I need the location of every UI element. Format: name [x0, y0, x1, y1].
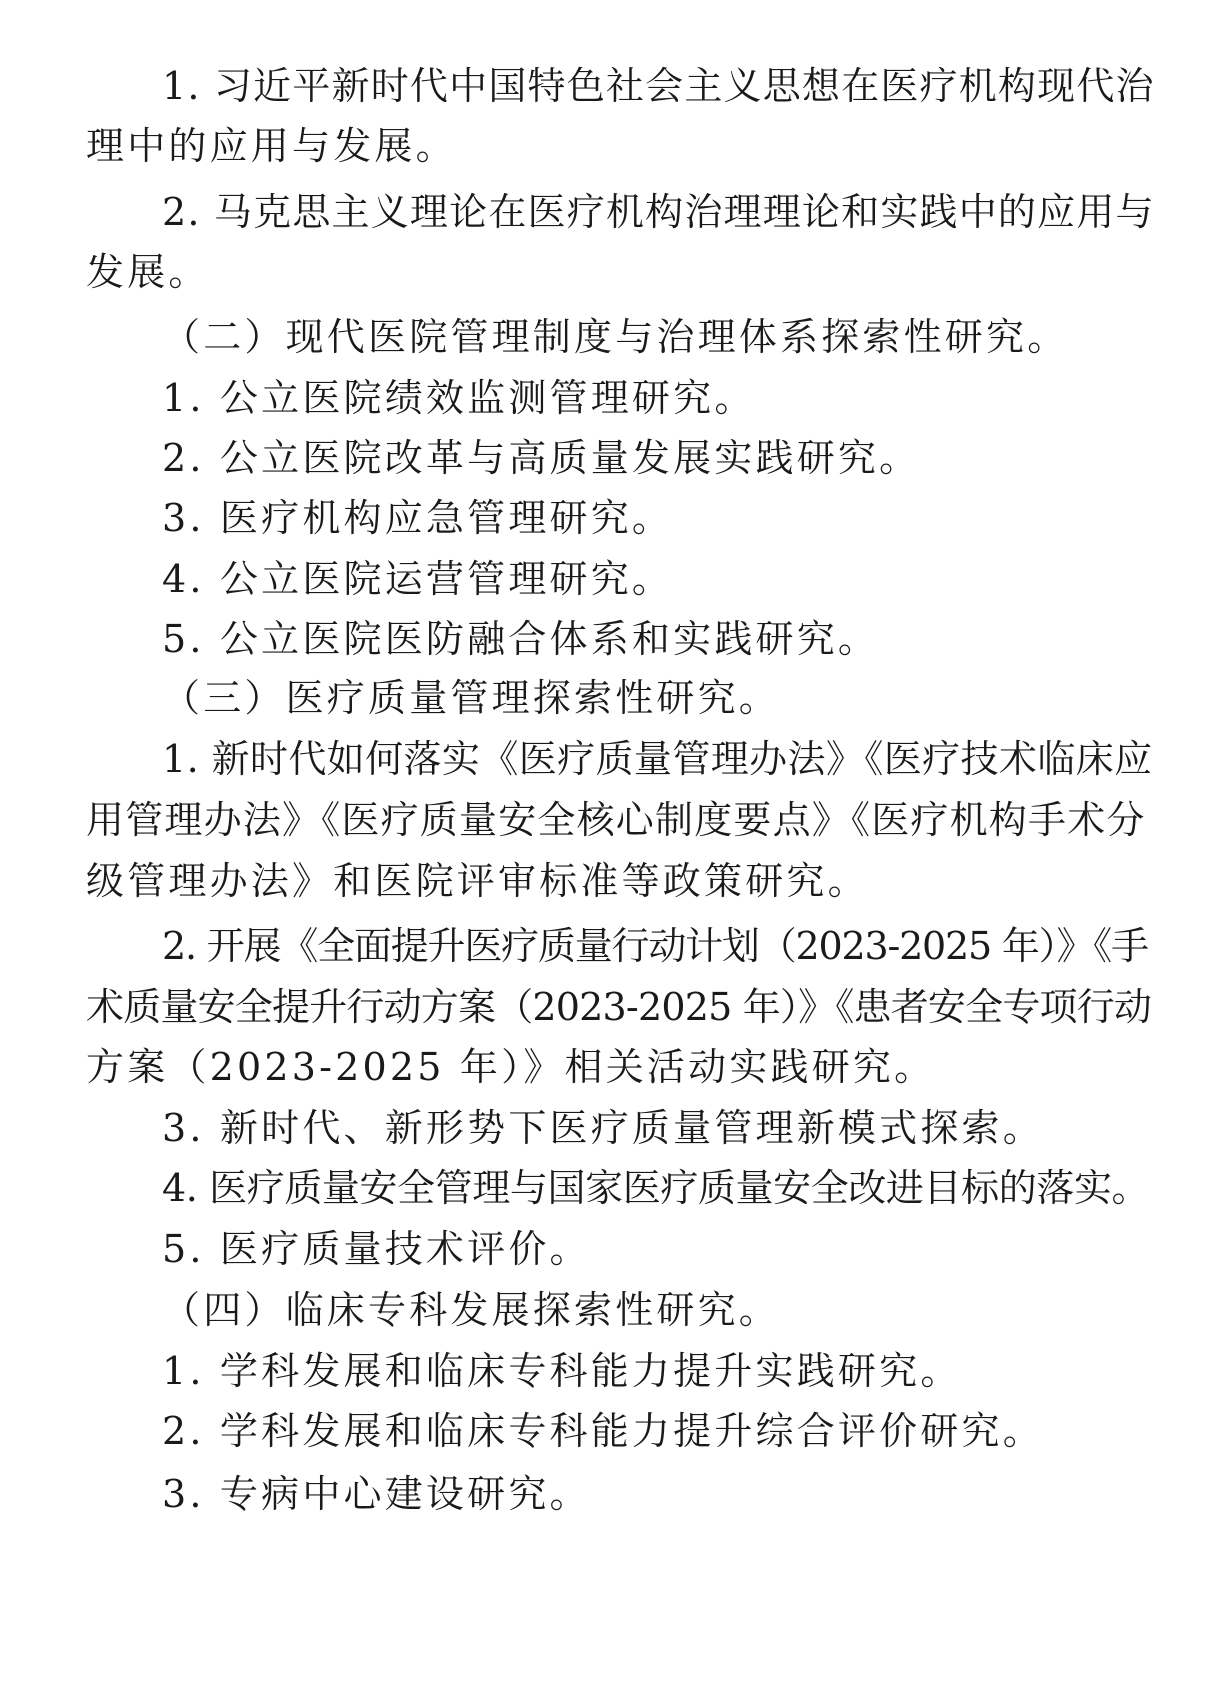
- list-item-3-2: 2. 开展《全面提升医疗质量行动计划（2023-2025 年）》《手: [162, 924, 1148, 968]
- list-item-3-1-cont-b: 级管理办法》和医院评审标准等政策研究。: [86, 859, 869, 903]
- list-item-2-3: 3. 医疗机构应急管理研究。: [162, 496, 674, 540]
- list-item-4-3: 3. 专病中心建设研究。: [162, 1472, 591, 1516]
- list-item-3-1-cont-a: 用管理办法》《医疗质量安全核心制度要点》《医疗机构手术分: [86, 798, 1146, 842]
- section-heading-4: （四）临床专科发展探索性研究。: [162, 1288, 781, 1332]
- list-item-2-cont: 发展。: [86, 250, 210, 294]
- section-heading-3: （三）医疗质量管理探索性研究。: [162, 676, 781, 720]
- section-heading-2: （二）现代医院管理制度与治理体系探索性研究。: [162, 315, 1069, 359]
- list-item-3-1: 1. 新时代如何落实《医疗质量管理办法》《医疗技术临床应: [162, 737, 1153, 781]
- list-item-4-1: 1. 学科发展和临床专科能力提升实践研究。: [162, 1349, 962, 1393]
- list-item-2-4: 4. 公立医院运营管理研究。: [162, 557, 674, 601]
- list-item-3-5: 5. 医疗质量技术评价。: [162, 1227, 591, 1271]
- list-item-2-2: 2. 公立医院改革与高质量发展实践研究。: [162, 436, 921, 480]
- list-item-1-cont: 理中的应用与发展。: [86, 124, 457, 168]
- list-item-2: 2. 马克思主义理论在医疗机构治理理论和实践中的应用与: [162, 190, 1155, 234]
- list-item-3-3: 3. 新时代、新形势下医疗质量管理新模式探索。: [162, 1106, 1044, 1150]
- list-item-3-4: 4. 医疗质量安全管理与国家医疗质量安全改进目标的落实。: [162, 1166, 1150, 1210]
- list-item-3-2-cont-a: 术质量安全提升行动方案（2023-2025 年）》《患者安全专项行动: [86, 985, 1152, 1029]
- list-item-1: 1. 习近平新时代中国特色社会主义思想在医疗机构现代治: [162, 64, 1155, 108]
- list-item-2-5: 5. 公立医院医防融合体系和实践研究。: [162, 617, 880, 661]
- list-item-3-2-cont-b: 方案（2023-2025 年）》相关活动实践研究。: [86, 1045, 936, 1089]
- list-item-4-2: 2. 学科发展和临床专科能力提升综合评价研究。: [162, 1409, 1044, 1453]
- list-item-2-1: 1. 公立医院绩效监测管理研究。: [162, 376, 756, 420]
